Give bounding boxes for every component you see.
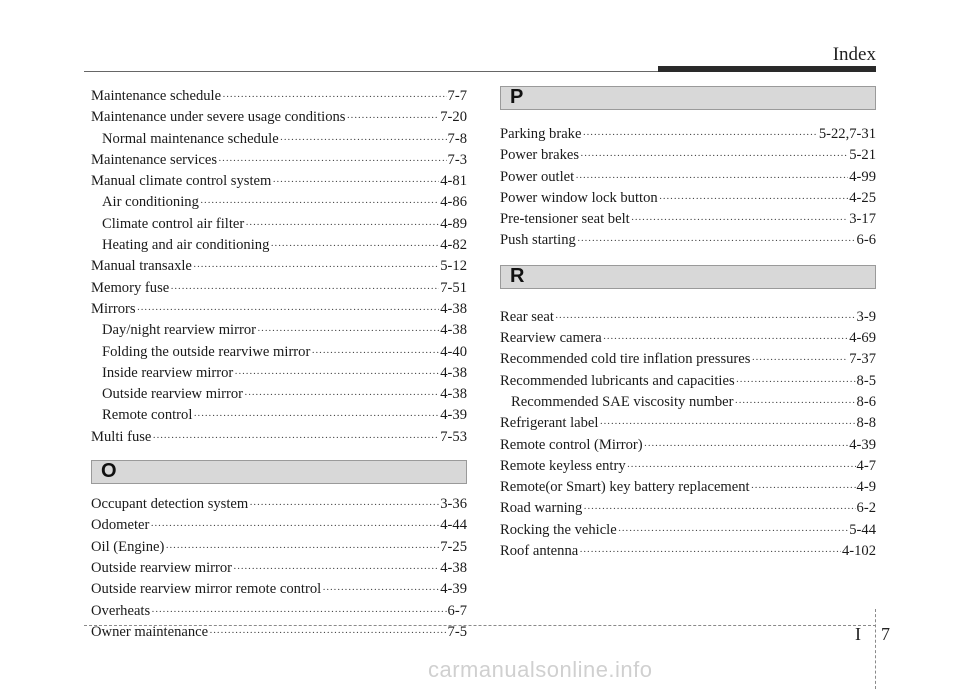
dot-leader xyxy=(270,236,439,256)
entry-page: 7-3 xyxy=(447,151,467,168)
entry-page: 3-36 xyxy=(440,496,467,513)
index-entry xyxy=(500,307,876,328)
index-subentry xyxy=(91,129,467,150)
dot-leader xyxy=(347,108,440,128)
entry-label: Memory fuse xyxy=(91,279,170,296)
entry-page: 4-38 xyxy=(440,559,467,576)
entry-page: 4-39 xyxy=(849,436,876,453)
dot-leader xyxy=(603,329,849,349)
dot-leader xyxy=(627,457,856,477)
index-entry xyxy=(91,256,467,277)
dot-leader xyxy=(218,151,447,171)
dot-leader xyxy=(599,414,855,434)
entry-label: Maintenance services xyxy=(91,151,218,168)
dot-leader xyxy=(322,580,439,600)
index-subentry xyxy=(91,320,467,341)
entry-page: 7-53 xyxy=(440,428,467,445)
dot-leader xyxy=(659,189,849,209)
entry-label: Odometer xyxy=(91,517,150,534)
entry-page: 4-44 xyxy=(440,517,467,534)
dot-leader xyxy=(580,146,848,166)
dot-leader xyxy=(165,538,439,558)
index-entry xyxy=(91,537,467,558)
index-entry xyxy=(91,278,467,299)
entry-page: 4-40 xyxy=(440,343,467,360)
dot-leader xyxy=(618,521,849,541)
entry-page: 4-86 xyxy=(440,194,467,211)
entry-page: 5-44 xyxy=(849,521,876,538)
entry-label: Power outlet xyxy=(500,168,575,185)
entry-label: Refrigerant label xyxy=(500,415,599,432)
dot-leader xyxy=(555,308,856,328)
watermark: carmanualsonline.info xyxy=(428,657,653,682)
dot-leader xyxy=(272,172,439,192)
entry-page: 4-38 xyxy=(440,322,467,339)
dot-leader xyxy=(582,125,817,145)
dot-leader xyxy=(249,495,439,515)
entry-page: 7-20 xyxy=(440,109,467,126)
dot-leader xyxy=(152,428,439,448)
entry-label: Maintenance schedule xyxy=(91,88,222,104)
entry-label: Heating and air conditioning xyxy=(102,237,270,254)
section-header-o xyxy=(91,460,467,484)
index-column-right xyxy=(500,86,876,562)
entry-page: 5-21 xyxy=(849,147,876,164)
entry-label: Power window lock button xyxy=(500,189,658,206)
entry-page: 4-39 xyxy=(440,407,467,424)
index-entry xyxy=(91,86,467,107)
section-letter: P xyxy=(510,86,524,108)
index-entry xyxy=(91,427,467,448)
index-entry xyxy=(91,299,467,320)
index-subentry xyxy=(500,392,876,413)
entry-page: 4-25 xyxy=(849,189,876,206)
entry-page: 7-37 xyxy=(849,351,876,368)
index-entry xyxy=(91,601,467,622)
index-entry xyxy=(500,541,876,562)
entry-page: 8-8 xyxy=(856,415,876,432)
index-entry xyxy=(500,520,876,541)
index-entry xyxy=(500,209,876,230)
entry-page: 4-89 xyxy=(440,215,467,232)
index-entry xyxy=(91,579,467,600)
entry-page: 4-7 xyxy=(856,457,876,474)
entry-page: 4-81 xyxy=(440,173,467,190)
index-subentry xyxy=(91,214,467,235)
index-entry xyxy=(500,230,876,251)
entry-label: Mirrors xyxy=(91,300,136,317)
entry-label: Push starting xyxy=(500,232,576,249)
index-entry xyxy=(91,107,467,128)
index-entry xyxy=(91,515,467,536)
entry-label: Rearview camera xyxy=(500,330,602,347)
entry-label: Folding the outside rearviwe mirror xyxy=(102,343,311,360)
index-entry xyxy=(500,188,876,209)
index-subentry xyxy=(91,363,467,384)
entry-label: Outside rearview mirror xyxy=(91,559,233,576)
entry-page: 6-7 xyxy=(447,602,467,619)
dot-leader xyxy=(575,168,848,188)
entry-label: Outside rearview mirror xyxy=(102,386,244,403)
index-subentry xyxy=(91,235,467,256)
entry-label: Day/night rearview mirror xyxy=(102,322,256,339)
dot-leader xyxy=(644,436,849,456)
entry-label: Outside rearview mirror remote control xyxy=(91,581,322,598)
index-subentry xyxy=(91,192,467,213)
entry-label: Pre-tensioner seat belt xyxy=(500,211,630,228)
index-entry xyxy=(500,413,876,434)
entry-label: Remote control xyxy=(102,407,193,424)
dot-leader xyxy=(579,542,841,562)
dot-leader xyxy=(583,499,855,519)
dot-leader xyxy=(200,193,439,213)
entry-page: 5-22,7-31 xyxy=(818,126,876,142)
dot-leader xyxy=(151,602,446,622)
entry-label: Manual transaxle xyxy=(91,258,192,275)
entry-page: 7-5 xyxy=(447,623,467,640)
entry-label: Inside rearview mirror xyxy=(102,364,234,381)
index-subentry xyxy=(91,342,467,363)
entry-page: 7-51 xyxy=(440,279,467,296)
entry-page: 7-25 xyxy=(440,538,467,555)
footer-section-letter: I xyxy=(855,624,861,644)
dot-leader xyxy=(244,385,439,405)
entry-page: 4-38 xyxy=(440,364,467,381)
entry-label: Normal maintenance schedule xyxy=(102,130,279,147)
entry-page: 7-7 xyxy=(447,88,467,104)
entry-label: Roof antenna xyxy=(500,543,579,560)
index-entry xyxy=(500,124,876,145)
index-entry xyxy=(91,494,467,515)
dot-leader xyxy=(577,231,856,251)
entry-label: Road warning xyxy=(500,500,583,517)
entry-label: Manual climate control system xyxy=(91,173,272,190)
dot-leader xyxy=(234,364,439,384)
entry-label: Overheats xyxy=(91,602,151,619)
index-group-m xyxy=(91,86,467,448)
index-group-r xyxy=(500,307,876,563)
index-group-o xyxy=(91,494,467,643)
index-entry xyxy=(91,171,467,192)
index-entry xyxy=(500,167,876,188)
entry-label: Climate control air filter xyxy=(102,215,245,232)
dot-leader xyxy=(222,87,446,107)
entry-label: Parking brake xyxy=(500,126,582,142)
entry-label: Air conditioning xyxy=(102,194,199,211)
entry-label: Rear seat xyxy=(500,308,554,325)
entry-page: 4-38 xyxy=(440,300,467,317)
entry-label: Oil (Engine) xyxy=(91,538,165,555)
dot-leader xyxy=(150,516,439,536)
dot-leader xyxy=(631,210,849,230)
index-entry xyxy=(500,145,876,166)
entry-page: 4-38 xyxy=(440,386,467,403)
entry-label: Recommended cold tire inflation pressures xyxy=(500,351,751,368)
entry-label: Recommended lubricants and capacities xyxy=(500,372,735,389)
entry-label: Remote keyless entry xyxy=(500,457,626,474)
entry-page: 4-69 xyxy=(849,330,876,347)
entry-label: Remote(or Smart) key battery replacement xyxy=(500,479,750,496)
index-subentry xyxy=(91,384,467,405)
dot-leader xyxy=(751,478,856,498)
dot-leader xyxy=(257,321,439,341)
entry-page: 4-99 xyxy=(849,168,876,185)
entry-page: 8-5 xyxy=(856,372,876,389)
entry-label: Occupant detection system xyxy=(91,496,249,513)
footer-crop-mark xyxy=(875,609,876,689)
entry-page: 6-6 xyxy=(856,232,876,249)
index-entry xyxy=(500,328,876,349)
entry-page: 7-8 xyxy=(447,130,467,147)
dot-leader xyxy=(193,406,439,426)
index-entry xyxy=(500,435,876,456)
dot-leader xyxy=(280,130,447,150)
section-header-r xyxy=(500,265,876,289)
entry-page: 4-39 xyxy=(440,581,467,598)
entry-page: 3-17 xyxy=(849,211,876,228)
index-group-p xyxy=(500,124,876,252)
dot-leader xyxy=(233,559,439,579)
entry-page: 4-82 xyxy=(440,237,467,254)
page-title: Index xyxy=(832,44,876,65)
entry-label: Remote control (Mirror) xyxy=(500,436,643,453)
section-letter: R xyxy=(510,264,525,287)
entry-page: 5-12 xyxy=(440,258,467,275)
entry-page: 3-9 xyxy=(856,308,876,325)
footer-divider xyxy=(84,625,876,626)
entry-label: Maintenance under severe usage conditions xyxy=(91,109,346,126)
dot-leader xyxy=(170,279,439,299)
index-subentry xyxy=(91,405,467,426)
dot-leader xyxy=(245,215,439,235)
footer-page-number: 7 xyxy=(881,624,890,644)
index-column-left xyxy=(91,86,467,643)
entry-label: Rocking the vehicle xyxy=(500,521,617,538)
entry-label: Recommended SAE viscosity number xyxy=(511,393,734,410)
index-entry xyxy=(500,371,876,392)
entry-page: 4-9 xyxy=(856,479,876,496)
index-entry xyxy=(500,456,876,477)
entry-page: 8-6 xyxy=(856,393,876,410)
entry-label: Owner maintenance xyxy=(91,623,209,640)
entry-label: Power brakes xyxy=(500,147,580,164)
section-letter: O xyxy=(101,460,117,483)
index-entry xyxy=(500,477,876,498)
dot-leader xyxy=(751,350,848,370)
dot-leader xyxy=(137,300,440,320)
section-header-p xyxy=(500,86,876,110)
dot-leader xyxy=(193,257,439,277)
dot-leader xyxy=(736,372,856,392)
index-entry xyxy=(500,498,876,519)
entry-page: 6-2 xyxy=(856,500,876,517)
index-entry xyxy=(91,150,467,171)
index-entry xyxy=(500,349,876,370)
header-accent-bar xyxy=(658,66,876,72)
dot-leader xyxy=(735,393,856,413)
dot-leader xyxy=(311,343,439,363)
entry-label: Multi fuse xyxy=(91,428,152,445)
index-entry xyxy=(91,558,467,579)
entry-page: 4-102 xyxy=(841,543,876,560)
